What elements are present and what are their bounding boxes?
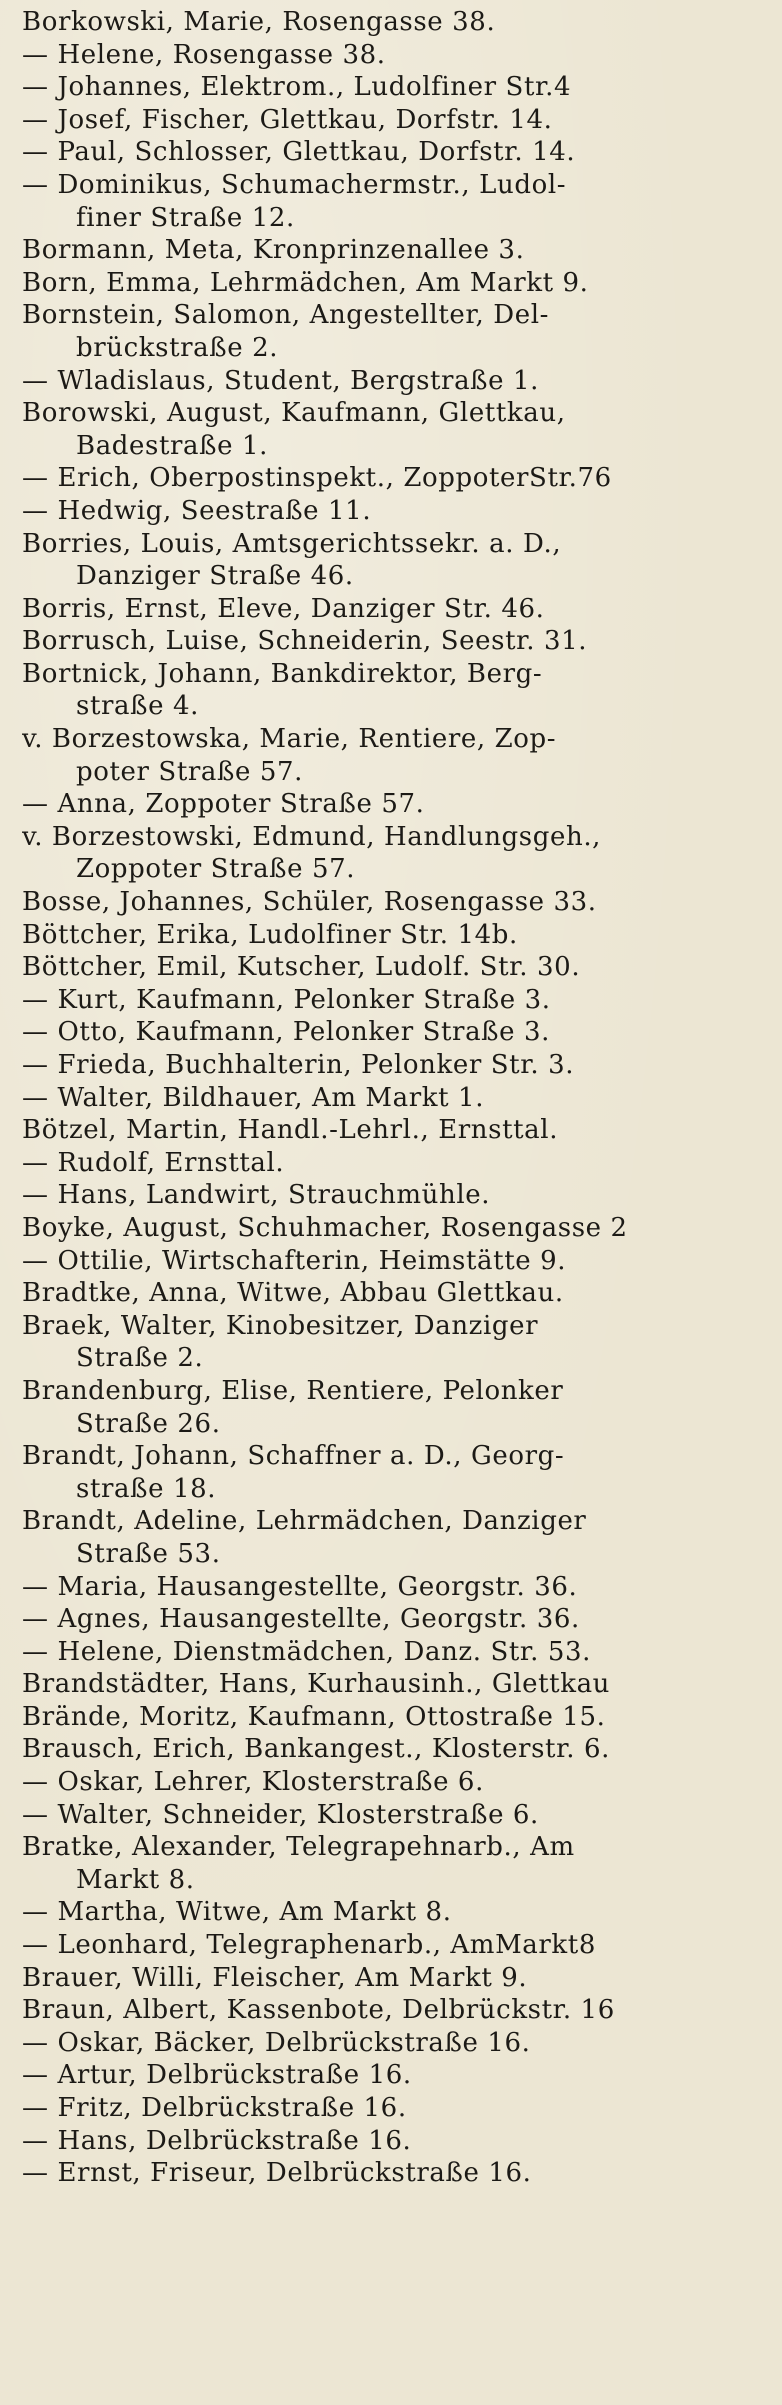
entry-line: Braek, Walter, Kinobesitzer, Danziger [22,1310,539,1341]
entry-line: Born, Emma, Lehrmädchen, Am Markt 9. [22,267,589,298]
directory-entry [22,495,766,528]
directory-entry [22,1636,766,1669]
directory-entry [22,1571,766,1604]
directory-entry [22,593,766,626]
entry-line: — Leonhard, Telegraphenarb., AmMarkt8 [22,1930,596,1961]
entry-line: Brände, Moritz, Kaufmann, Ottostraße 15. [22,1701,606,1732]
entry-line: — Hans, Landwirt, Strauchmühle. [22,1180,491,1211]
entry-continuation-line: poter Straße 57. [76,756,303,787]
directory-entry [22,1929,766,1962]
directory-entry [22,1310,766,1375]
entry-line: Borrusch, Luise, Schneiderin, Seestr. 31. [22,626,588,657]
directory-entry [22,1147,766,1180]
directory-entry [22,1082,766,1115]
entry-line: Braun, Albert, Kassenbote, Delbrückstr. 16 [22,1995,615,2026]
entry-line: — Hedwig, Seestraße 11. [22,495,372,526]
entry-line: Böttcher, Erika, Ludolfiner Str. 14b. [22,919,518,950]
entry-line: — Maria, Hausangestellte, Georgstr. 36. [22,1571,578,1602]
directory-entry [22,2092,766,2125]
directory-entry [22,1766,766,1799]
entry-continuation-line: Straße 26. [76,1408,221,1439]
directory-entry [22,104,766,137]
entry-line: — Martha, Witwe, Am Markt 8. [22,1897,452,1928]
directory-entry [22,723,766,788]
entry-line: Borowski, August, Kaufmann, Glettkau, [22,398,566,429]
directory-entry [22,1603,766,1636]
entry-continuation-line: Straße 2. [76,1343,204,1374]
entry-line: Bradtke, Anna, Witwe, Abbau Glettkau. [22,1278,564,1309]
entry-line: — Dominikus, Schumachermstr., Ludol- [22,169,567,200]
entry-line: — Fritz, Delbrückstraße 16. [22,2093,407,2123]
directory-entry [22,788,766,821]
entry-line: — Ernst, Friseur, Delbrückstraße 16. [22,2158,532,2189]
entry-line: — Ottilie, Wirtschafterin, Heimstätte 9. [22,1245,567,1276]
entry-line: — Wladislaus, Student, Bergstraße 1. [22,365,540,396]
directory-entry [22,1212,766,1245]
entry-line: — Walter, Bildhauer, Am Markt 1. [22,1082,485,1113]
entry-line: — Agnes, Hausangestellte, Georgstr. 36. [22,1604,580,1635]
entry-continuation-line: Badestraße 1. [76,430,268,461]
directory-entry [22,1962,766,1995]
entry-line: — Kurt, Kaufmann, Pelonker Straße 3. [22,984,551,1015]
entry-line: v. Borzestowska, Marie, Rentiere, Zop- [22,724,557,755]
entry-line: Brausch, Erich, Bankangest., Klosterstr. 6. [22,1734,610,1765]
directory-entry [22,267,766,300]
directory-entry [22,71,766,104]
entry-line: Brandstädter, Hans, Kurhausinh., Glettkau [22,1669,611,1700]
directory-entry [22,6,766,39]
directory-entry [22,2125,766,2158]
entry-line: Borkowski, Marie, Rosengasse 38. [22,7,496,37]
entry-continuation-line: straße 18. [76,1473,217,1504]
entry-line: — Frieda, Buchhalterin, Pelonker Str. 3. [22,1050,575,1080]
entry-line: Bortnick, Johann, Bankdirektor, Berg- [22,658,543,689]
entry-line: Brauer, Willi, Fleischer, Am Markt 9. [22,1962,528,1993]
entry-continuation-line: finer Straße 12. [76,202,295,233]
entry-line: — Erich, Oberpostinspekt., ZoppoterStr.76 [22,463,612,494]
entry-line: — Otto, Kaufmann, Pelonker Straße 3. [22,1017,551,1048]
directory-entry [22,1896,766,1929]
directory-entry [22,1505,766,1570]
directory-entry [22,919,766,952]
directory-entry [22,136,766,169]
directory-entry [22,984,766,1017]
directory-entry [22,1114,766,1147]
entry-continuation-line: Markt 8. [76,1864,195,1895]
directory-entry [22,39,766,72]
entry-line: — Helene, Rosengasse 38. [22,39,386,70]
directory-entry [22,1016,766,1049]
directory-entry [22,299,766,364]
entry-line: — Helene, Dienstmädchen, Danz. Str. 53. [22,1636,591,1667]
entry-line: Bratke, Alexander, Telegrapehnarb., Am [22,1832,575,1863]
directory-entry [22,234,766,267]
directory-entry [22,1375,766,1440]
entry-continuation-line: brückstraße 2. [76,332,279,363]
entry-line: Borries, Louis, Amtsgerichtssekr. a. D., [22,528,562,559]
entry-line: Brandt, Adeline, Lehrmädchen, Danziger [22,1506,587,1537]
directory-entry [22,1179,766,1212]
entry-line: Bötzel, Martin, Handl.-Lehrl., Ernsttal. [22,1115,559,1146]
entry-line: Bornstein, Salomon, Angestellter, Del- [22,300,549,331]
directory-entry [22,365,766,398]
entry-line: Bormann, Meta, Kronprinzenallee 3. [22,235,525,266]
entry-line: v. Borzestowski, Edmund, Handlungsgeh., [22,821,602,852]
directory-entry [22,169,766,234]
entry-line: — Oskar, Bäcker, Delbrückstraße 16. [22,2027,531,2058]
directory-entry [22,1831,766,1896]
entry-line: — Oskar, Lehrer, Klosterstraße 6. [22,1767,484,1798]
directory-entry [22,462,766,495]
entry-continuation-line: Straße 53. [76,1538,221,1569]
entry-continuation-line: Zoppoter Straße 57. [76,854,356,885]
directory-entry [22,1799,766,1832]
entry-line: Brandenburg, Elise, Rentiere, Pelonker [22,1375,564,1406]
entry-line: Böttcher, Emil, Kutscher, Ludolf. Str. 30. [22,952,581,983]
entry-line: — Josef, Fischer, Glettkau, Dorfstr. 14. [22,104,553,135]
directory-entry [22,397,766,462]
entry-continuation-line: Danziger Straße 46. [76,561,354,592]
entry-line: Borris, Ernst, Eleve, Danziger Str. 46. [22,593,545,624]
directory-entry [22,528,766,593]
entry-continuation-line: straße 4. [76,691,199,722]
directory-entry [22,1245,766,1278]
entry-line: Bosse, Johannes, Schüler, Rosengasse 33. [22,887,597,918]
directory-entry [22,821,766,886]
directory-entry [22,951,766,984]
directory-entry [22,1701,766,1734]
directory-entry [22,2157,766,2190]
directory-entry [22,1049,766,1082]
entry-line: Boyke, August, Schuhmacher, Rosengasse 2 [22,1212,628,1243]
entry-line: — Johannes, Elektrom., Ludolfiner Str.4 [22,72,572,103]
entry-line: — Rudolf, Ernsttal. [22,1147,285,1178]
directory-entry [22,2027,766,2060]
directory-entry [22,1440,766,1505]
directory-entry [22,1733,766,1766]
directory-entry [22,1277,766,1310]
entry-line: — Walter, Schneider, Klosterstraße 6. [22,1799,539,1830]
directory-entry [22,1668,766,1701]
directory-entry [22,1994,766,2027]
directory-entry [22,2059,766,2092]
entry-line: — Anna, Zoppoter Straße 57. [22,789,425,820]
entry-line: — Paul, Schlosser, Glettkau, Dorfstr. 14. [22,137,576,168]
entry-line: Brandt, Johann, Schaffner a. D., Georg- [22,1441,565,1472]
entry-line: — Hans, Delbrückstraße 16. [22,2125,412,2156]
directory-entry [22,625,766,658]
entry-line: — Artur, Delbrückstraße 16. [22,2060,412,2091]
directory-entry [22,658,766,723]
directory-entry [22,886,766,919]
